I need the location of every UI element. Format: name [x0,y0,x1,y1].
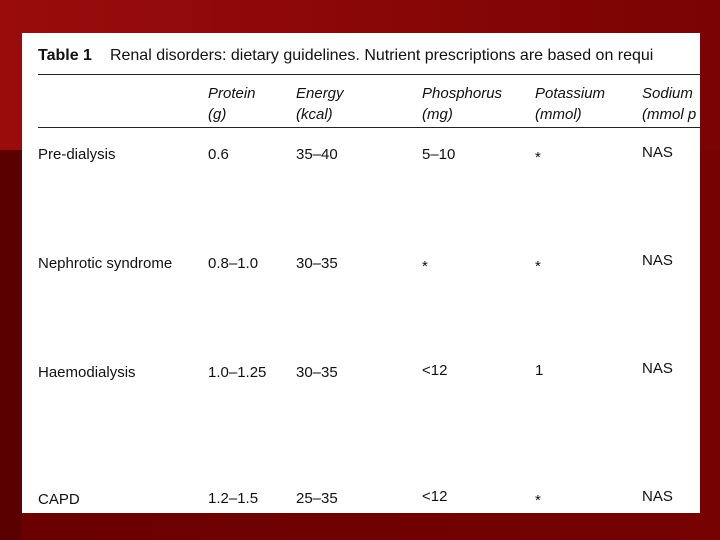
header-potassium-name: Potassium [535,85,606,102]
row-nephrotic-phosphorus: * [422,258,428,275]
row-capd-phosphorus: <12 [422,488,448,505]
header-sodium [642,83,696,125]
header-protein-name: Protein [208,85,256,102]
slide-table-panel [22,33,700,513]
row-nephrotic-condition: Nephrotic syndrome [38,255,173,272]
row-pre-dialysis-potassium: * [535,149,541,166]
row-haemodialysis-potassium: 1 [535,362,544,379]
row-haemodialysis-phosphorus: <12 [422,362,448,379]
table-label: Table 1 [38,47,92,64]
row-pre-dialysis-condition: Pre-dialysis [38,146,116,163]
row-pre-dialysis-phosphorus: 5–10 [422,146,456,163]
header-energy-unit: (kcal) [296,106,333,123]
row-capd-protein: 1.2–1.5 [208,490,259,507]
row-pre-dialysis-sodium: NAS [642,144,673,161]
row-nephrotic-sodium: NAS [642,252,673,269]
row-haemodialysis-protein: 1.0–1.25 [208,364,267,381]
header-energy-name: Energy [296,85,344,102]
header-bottom-rule [38,127,700,128]
row-capd-sodium: NAS [642,488,673,505]
header-energy [296,83,344,125]
row-pre-dialysis-protein: 0.6 [208,146,229,163]
table-title: Renal disorders: dietary guidelines. Nutrient prescriptions are based on requi [109,47,654,64]
header-top-rule [38,74,700,75]
row-haemodialysis-energy: 30–35 [296,364,338,381]
row-pre-dialysis-energy: 35–40 [296,146,338,163]
row-nephrotic-potassium: * [535,258,541,275]
row-capd-condition: CAPD [38,491,80,508]
background-left-band [0,150,22,540]
row-nephrotic-energy: 30–35 [296,255,338,272]
row-nephrotic-protein: 0.8–1.0 [208,255,259,272]
table-caption [38,47,653,65]
row-capd-potassium: * [535,492,541,509]
header-phosphorus [422,83,502,125]
header-potassium-unit: (mmol) [535,106,582,123]
header-sodium-name: Sodium [642,85,693,102]
header-protein-unit: (g) [208,106,227,123]
row-haemodialysis-condition: Haemodialysis [38,364,136,381]
header-protein [208,83,256,125]
row-haemodialysis-sodium: NAS [642,360,673,377]
header-phosphorus-name: Phosphorus [422,85,503,102]
header-sodium-unit: (mmol p [642,106,697,123]
header-phosphorus-unit: (mg) [422,106,453,123]
row-capd-energy: 25–35 [296,490,338,507]
header-potassium [535,83,605,125]
